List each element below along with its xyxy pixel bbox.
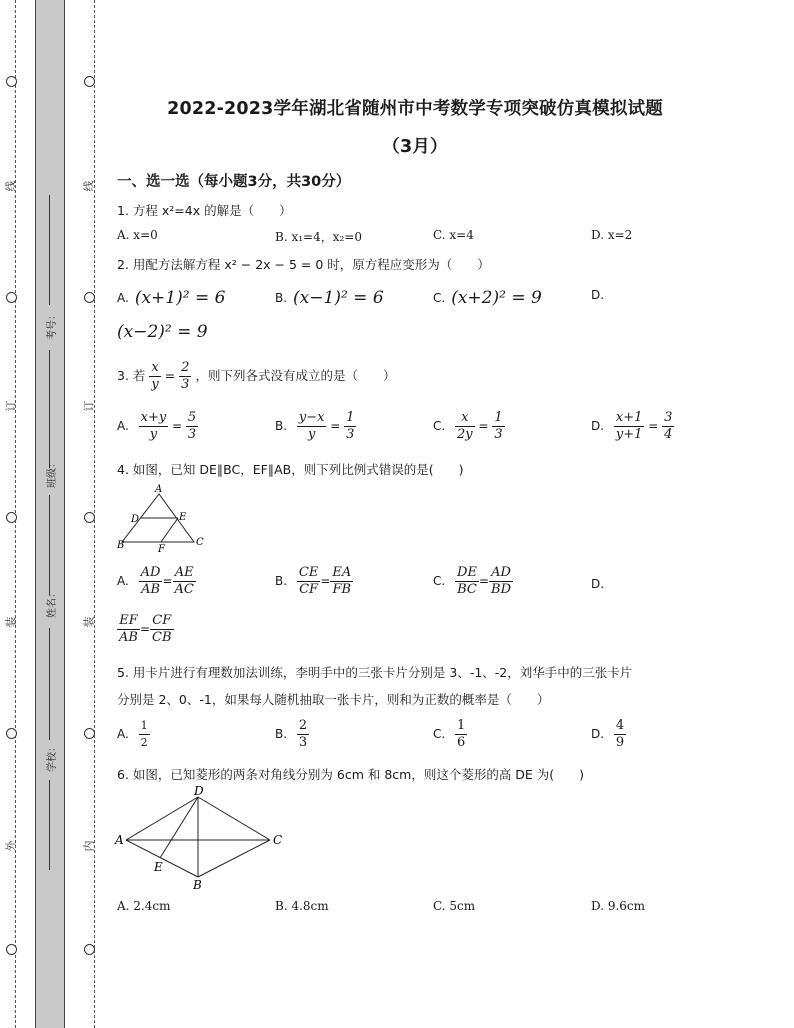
numerator: DE	[457, 565, 477, 580]
binding-band	[35, 0, 65, 1028]
denominator: FB	[332, 582, 352, 597]
option-frac	[186, 410, 198, 443]
side-cb	[198, 840, 270, 877]
margin-char: 外	[4, 840, 18, 852]
denominator: 3	[181, 377, 190, 392]
numerator: AD	[140, 565, 161, 580]
option-label: D.	[591, 727, 605, 741]
section-heading: 一、选一选（每小题3分，共30分）	[117, 174, 351, 190]
field-class: 班级：	[47, 458, 58, 488]
field-exam-number: 考号：	[47, 310, 58, 340]
q5-option-b	[275, 718, 309, 751]
denominator: CF	[299, 582, 319, 597]
denominator: AB	[119, 630, 138, 645]
point-label: E	[179, 512, 187, 523]
denominator: AC	[174, 582, 194, 597]
point-label: E	[154, 860, 163, 874]
option-frac	[344, 410, 356, 443]
numerator: x	[149, 360, 160, 377]
option-frac	[117, 613, 140, 646]
point-label: A	[155, 484, 163, 495]
numerator: 1	[346, 410, 355, 425]
margin-char: 线	[4, 180, 18, 192]
margin-char: 装	[82, 616, 96, 628]
option-frac	[330, 565, 353, 598]
margin-char: 订	[4, 400, 18, 412]
binding-hole	[84, 728, 95, 739]
option-frac	[455, 565, 479, 598]
binding-hole	[6, 292, 17, 303]
q4-triangle-figure	[112, 482, 212, 554]
side-dc	[198, 797, 270, 840]
denominator: y	[307, 427, 316, 442]
numerator: x	[455, 410, 475, 427]
option-label: B.	[275, 727, 288, 741]
denominator: 2y	[457, 427, 473, 442]
numerator: CE	[298, 565, 319, 580]
q6-option-d: D. 9.6cm	[591, 899, 646, 913]
denominator: y+1	[615, 427, 643, 442]
question-1-stem: 1. 方程 x²=4x 的解是（ ）	[117, 203, 292, 218]
binding-hole	[84, 512, 95, 523]
option-label: C.	[433, 574, 446, 588]
point-label: C	[273, 833, 283, 847]
q5-option-a	[117, 718, 150, 751]
option-expr: (x−1)² = 6	[293, 288, 384, 308]
option-label: A.	[117, 290, 129, 305]
q4-option-c: C. $\frac{DE}{BC}$ = $\frac{AD}{BD}$	[433, 565, 511, 597]
q4-option-a: A. $\frac{AD}{AB}$ = $\frac{AE}{AC}$	[117, 565, 194, 597]
denominator: BC	[457, 582, 477, 597]
question-5-stem-line2: 分别是 2、0、-1，如果每人随机抽取一张卡片，则和为正数的概率是（ ）	[117, 692, 550, 707]
exam-subtitle: （3月）	[382, 137, 448, 157]
q5-option-c	[433, 718, 467, 751]
q4-option-d: $\frac{EF}{AB}$ = $\frac{CF}{CB}$	[119, 613, 172, 645]
numerator: EF	[117, 613, 140, 630]
question-2-stem: 2. 用配方法解方程 x² − 2x − 5 = 0 时，原方程应变形为（ ）	[117, 257, 490, 272]
option-frac	[139, 410, 169, 443]
denominator: 2	[140, 736, 148, 749]
field-line	[49, 628, 50, 740]
numerator: 2	[298, 718, 308, 733]
denominator: 4	[664, 427, 673, 442]
field-line	[49, 495, 50, 595]
binding-hole	[6, 512, 17, 523]
binding-hole	[6, 76, 17, 87]
denominator: 3	[187, 427, 197, 442]
q3-option-a: A. $\frac{x+y}{y}$ = $\frac{5}{3}$	[117, 410, 197, 442]
q6-option-a: A. 2.4cm	[117, 899, 171, 913]
numerator: y−x	[298, 410, 325, 425]
option-label: C.	[433, 419, 446, 433]
option-label: A.	[117, 727, 129, 741]
point-label: C	[196, 537, 204, 548]
numerator: x+1	[614, 410, 645, 427]
option-frac	[492, 410, 504, 443]
q3-option-b: B. $\frac{y-x}{y}$ = $\frac{1}{3}$	[275, 410, 355, 442]
field-school: 学校：	[47, 742, 58, 772]
option-frac	[297, 718, 309, 751]
binding-hole	[84, 76, 95, 87]
q2-option-b	[275, 288, 384, 308]
denominator: AB	[141, 582, 161, 597]
q4-option-d-label	[591, 577, 610, 591]
numerator: 1	[457, 718, 466, 733]
option-frac	[150, 613, 174, 646]
exam-title: 2022-2023学年湖北省随州市中考数学专项突破仿真模拟试题	[167, 99, 663, 119]
denominator: y	[151, 377, 159, 392]
point-label: B	[117, 540, 125, 551]
option-frac	[489, 565, 513, 598]
numerator: EA	[332, 565, 352, 580]
numerator: 1	[139, 718, 150, 735]
point-label: D	[194, 785, 204, 798]
margin-char: 订	[82, 400, 96, 412]
margin-char: 线	[82, 180, 96, 192]
numerator: x+y	[140, 410, 167, 425]
option-label: C.	[433, 290, 446, 305]
point-label: B	[193, 878, 202, 892]
q4-option-b: B. $\frac{CE}{CF}$ = $\frac{EA}{FB}$	[275, 565, 352, 597]
option-label: D.	[591, 577, 605, 591]
option-label: A.	[117, 419, 129, 433]
option-label: B.	[275, 574, 288, 588]
option-label: B.	[275, 290, 288, 305]
binding-hole	[6, 728, 17, 739]
numerator: 4	[615, 718, 625, 733]
numerator: 1	[494, 410, 503, 425]
numerator: 3	[664, 410, 673, 425]
field-line	[49, 195, 50, 305]
binding-hole	[6, 944, 17, 955]
option-frac	[297, 565, 320, 598]
height-de	[160, 797, 198, 858]
q6-rhombus-figure	[112, 785, 292, 893]
numerator: 2	[181, 360, 190, 375]
denominator: 3	[346, 427, 355, 442]
segment-ef	[161, 518, 178, 542]
numerator: 5	[187, 410, 197, 425]
q5-option-d	[591, 718, 626, 751]
q3-frac-right	[179, 360, 191, 393]
q1-option-b: B. x₁=4，x₂=0	[275, 230, 362, 244]
field-line	[49, 350, 50, 468]
option-label: B.	[275, 419, 288, 433]
numerator: AD	[489, 565, 513, 582]
question-5-stem-line1: 5. 用卡片进行有理数加法训练，李明手中的三张卡片分别是 3、-1、-2，刘华手中的三张卡片	[117, 665, 633, 680]
numerator: CF	[150, 613, 174, 630]
binding-hole	[84, 292, 95, 303]
option-frac	[455, 410, 475, 443]
denominator: y	[149, 427, 158, 442]
q1-option-d: D. x=2	[591, 228, 633, 242]
option-label: A.	[117, 574, 129, 588]
q3-frac-left	[149, 360, 160, 393]
point-label: A	[115, 833, 124, 847]
field-line	[49, 780, 50, 870]
side-ad	[126, 797, 198, 840]
denominator: 3	[494, 427, 503, 442]
point-label: D	[131, 514, 140, 525]
option-frac	[297, 410, 327, 443]
denominator: 9	[615, 735, 625, 750]
q2-option-d	[117, 322, 208, 342]
numerator: AE	[173, 565, 196, 582]
option-frac	[662, 410, 674, 443]
option-frac	[139, 718, 150, 751]
option-expr: (x+1)² = 6	[134, 288, 226, 308]
q3-suffix: ，则下列各式没有成立的是（ ）	[195, 368, 396, 383]
denominator: BD	[491, 582, 511, 597]
q1-option-c: C. x=4	[433, 228, 474, 242]
q3-option-d: D. $\frac{x+1}{y+1}$ = $\frac{3}{4}$	[591, 410, 673, 442]
option-label: D.	[591, 419, 605, 433]
option-frac	[173, 565, 196, 598]
option-frac	[614, 718, 626, 751]
denominator: CB	[152, 630, 172, 645]
option-label: D.	[591, 288, 605, 302]
point-label: F	[158, 544, 165, 554]
q1-option-a: A. x=0	[117, 228, 158, 242]
denominator: 3	[298, 735, 308, 750]
q3-prefix: 3. 若	[117, 368, 146, 383]
option-label: C.	[433, 727, 446, 741]
field-name: 姓名：	[47, 588, 58, 618]
margin-char: 内	[82, 840, 96, 852]
question-3-stem: 3. 若 $\frac{x}{y}$ = $\frac{2}{3}$ ，则下列各式没有成立的是（ ）	[117, 360, 396, 392]
q2-option-c	[433, 288, 542, 308]
option-frac	[139, 565, 163, 598]
q2-option-d-label	[591, 288, 610, 302]
q6-option-b: B. 4.8cm	[275, 899, 329, 913]
option-frac	[455, 718, 467, 751]
denominator: 6	[457, 735, 466, 750]
margin-char: 装	[4, 616, 18, 628]
option-frac	[614, 410, 645, 443]
q3-option-c: C. $\frac{x}{2y}$ = $\frac{1}{3}$	[433, 410, 503, 442]
q6-option-c: C. 5cm	[433, 899, 476, 913]
binding-hole	[84, 944, 95, 955]
question-6-stem: 6. 如图，已知菱形的两条对角线分别为 6cm 和 8cm，则这个菱形的高 DE 为( )	[117, 767, 585, 782]
option-expr: (x−2)² = 9	[117, 322, 208, 342]
option-expr: (x+2)² = 9	[451, 288, 542, 308]
q2-option-a	[117, 288, 225, 308]
question-4-stem: 4. 如图，已知 DE∥BC，EF∥AB，则下列比例式错误的是( )	[117, 462, 464, 477]
